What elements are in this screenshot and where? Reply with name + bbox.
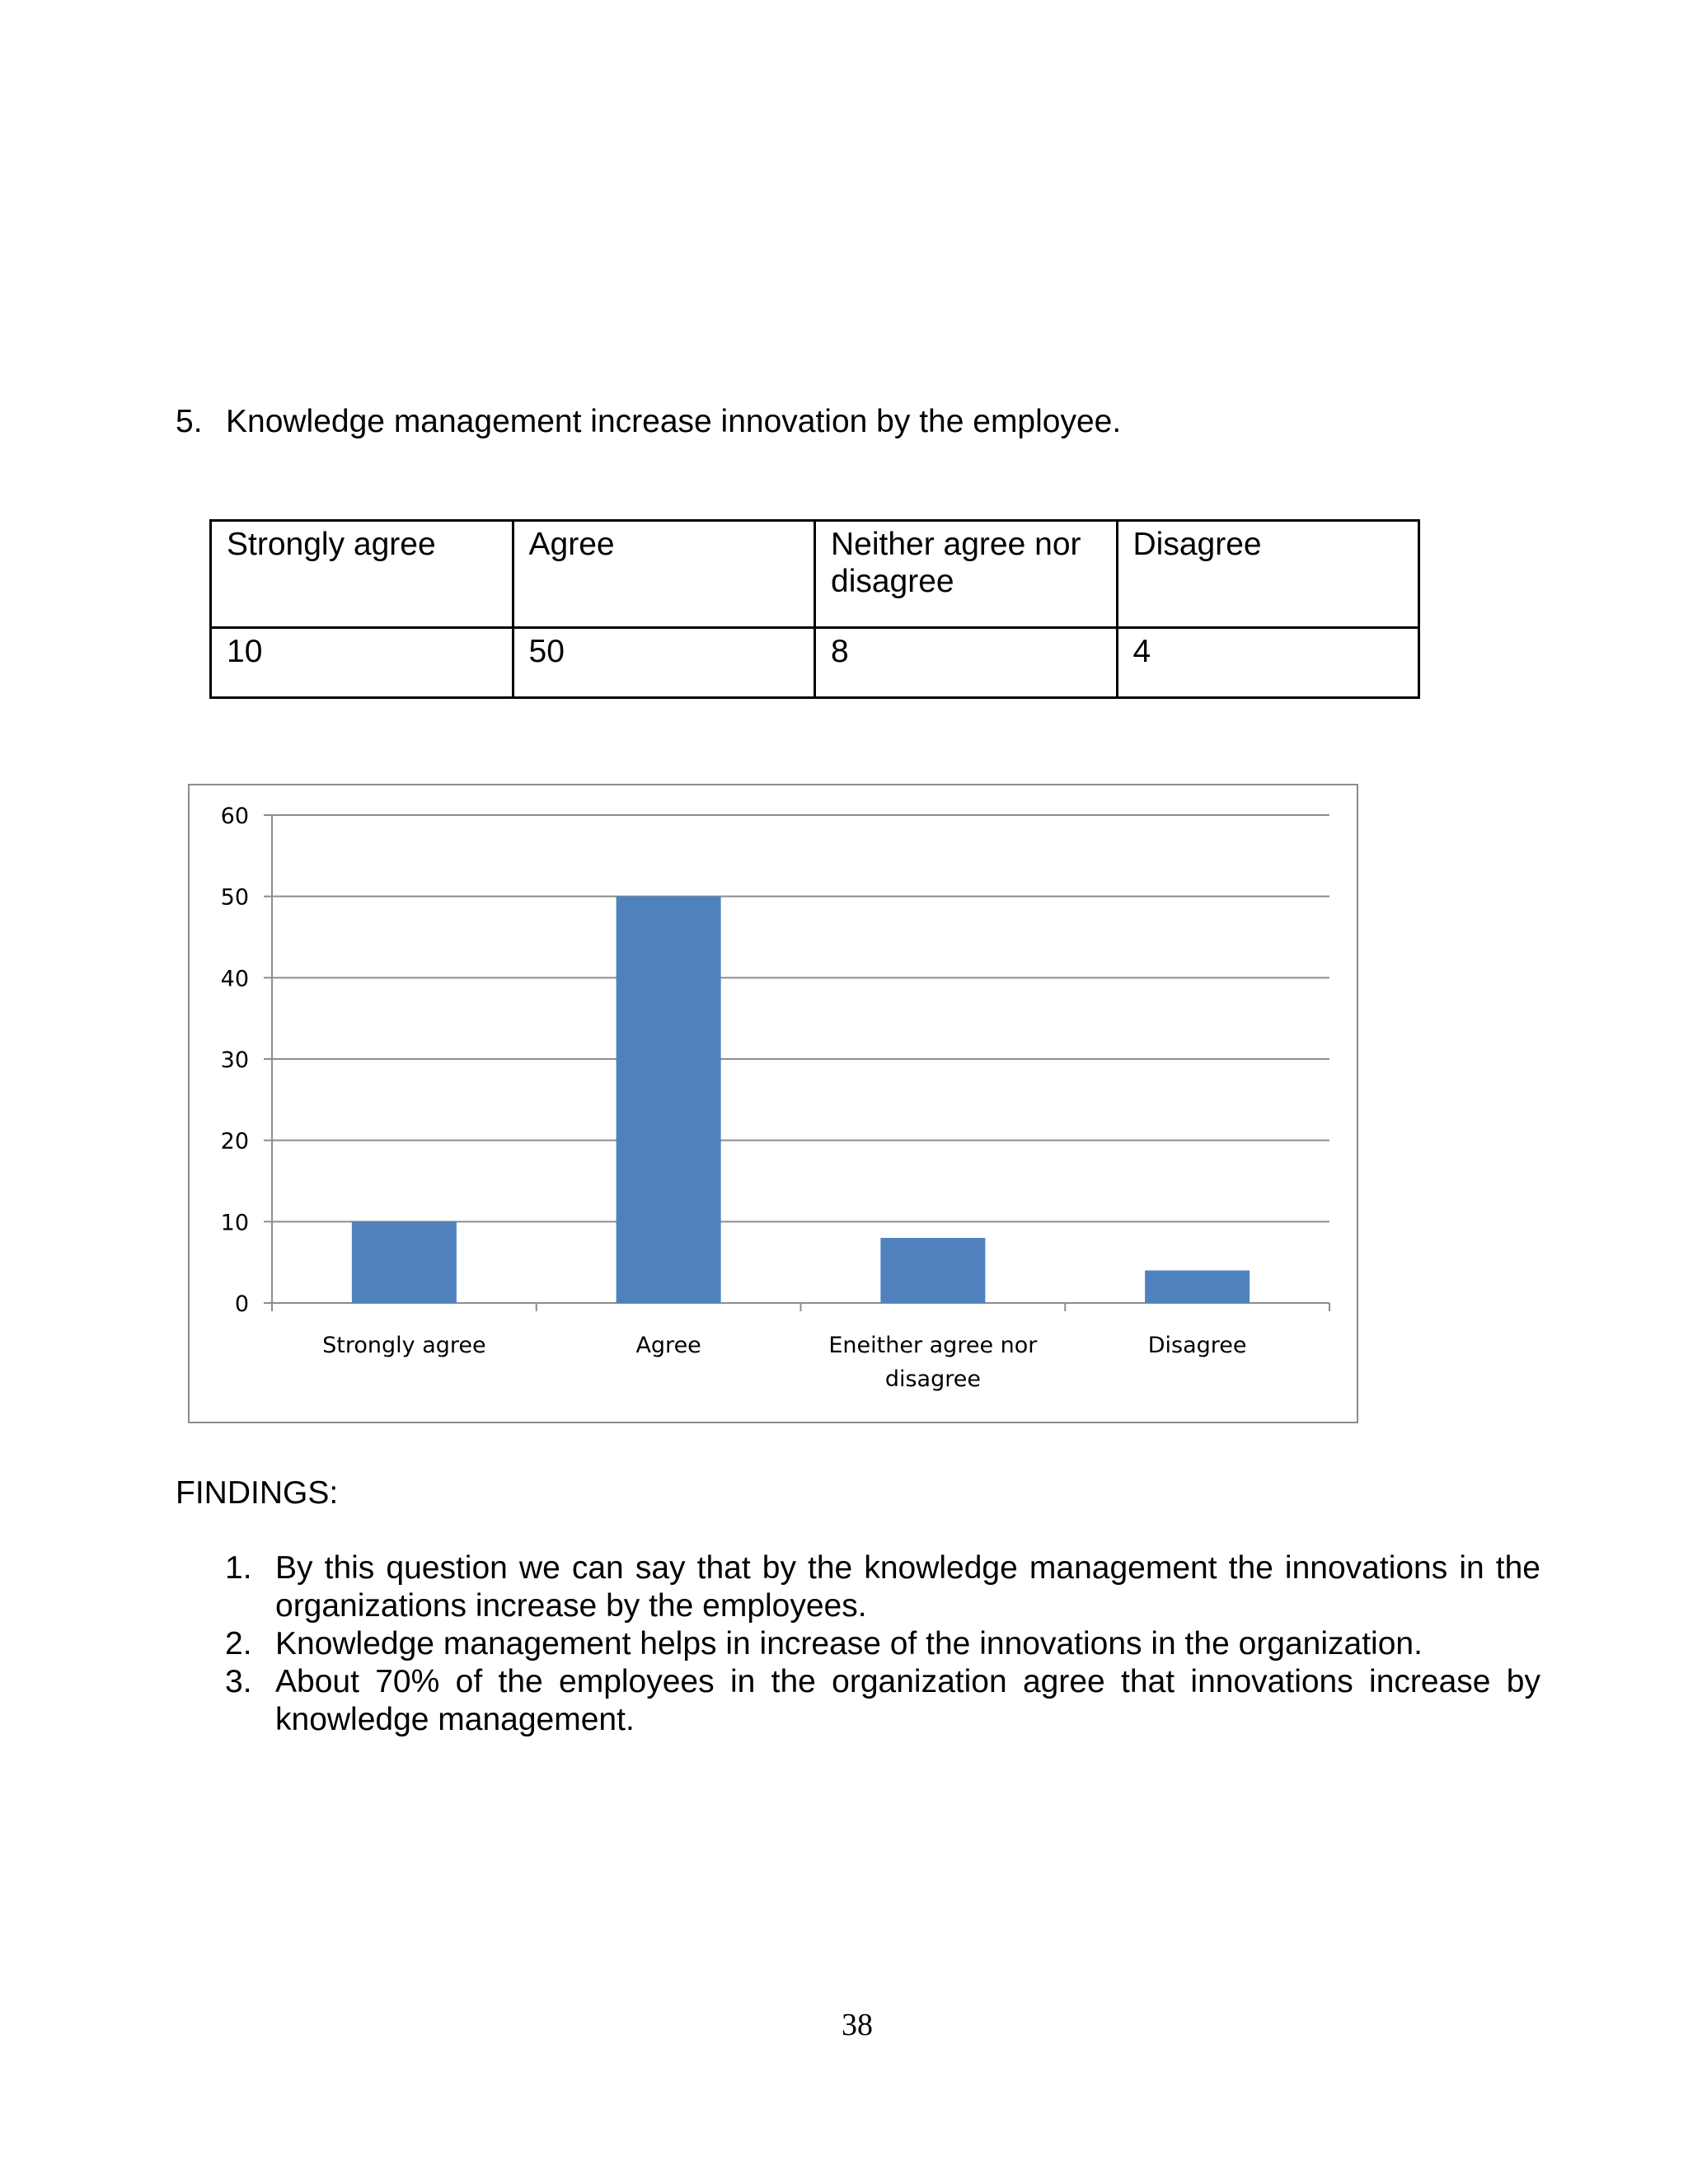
bar xyxy=(1145,1271,1250,1303)
question-text: Knowledge management increase innovation by the employee. xyxy=(226,404,1122,439)
survey-table xyxy=(209,519,1420,699)
table-value-row xyxy=(211,628,1419,698)
x-category-label: Strongly agree xyxy=(322,1333,486,1358)
y-tick-label: 20 xyxy=(220,1128,249,1155)
page-number: 38 xyxy=(842,2008,873,2042)
bar xyxy=(617,897,721,1303)
list-item-number: 3. xyxy=(225,1664,252,1699)
question-number: 5. xyxy=(176,404,203,439)
list-item-text: By this question we can say that by the knowledge management the innovations in the organizations increase by the employees. xyxy=(275,1550,1540,1624)
table-header-cell: Strongly agree xyxy=(211,521,513,628)
bar xyxy=(880,1238,985,1303)
x-category-label: Agree xyxy=(635,1333,701,1358)
table-header-cell: Neither agree nor disagree xyxy=(815,521,1118,628)
table-value-cell: 4 xyxy=(1117,628,1419,698)
list-item xyxy=(225,1625,1540,1663)
list-item-text: Knowledge management helps in increase of the innovations in the organization. xyxy=(275,1626,1423,1661)
table-value-cell: 10 xyxy=(211,628,513,698)
bar-chart-svg xyxy=(190,785,1360,1425)
bar-chart xyxy=(188,784,1358,1423)
list-item xyxy=(225,1663,1540,1739)
table-header-cell: Disagree xyxy=(1117,521,1419,628)
list-item-number: 1. xyxy=(225,1550,252,1586)
list-item-number: 2. xyxy=(225,1626,252,1661)
table-value-cell: 8 xyxy=(815,628,1118,698)
table-header-cell: Agree xyxy=(513,521,815,628)
x-category-label: Disagree xyxy=(1147,1333,1247,1358)
table-value-cell: 50 xyxy=(513,628,815,698)
y-tick-label: 30 xyxy=(220,1047,249,1073)
findings-title: FINDINGS: xyxy=(176,1475,339,1511)
y-tick-label: 40 xyxy=(220,966,249,992)
question-heading xyxy=(176,404,1121,440)
y-tick-label: 60 xyxy=(220,804,249,829)
y-tick-label: 10 xyxy=(220,1210,249,1236)
list-item xyxy=(225,1549,1540,1625)
list-item-text: About 70% of the employees in the organization agree that innovations increase by knowledge management. xyxy=(275,1664,1540,1737)
bar xyxy=(352,1221,457,1303)
x-category-label: Eneither agree nor disagree xyxy=(828,1333,1038,1392)
y-tick-label: 50 xyxy=(220,884,249,911)
table-header-row xyxy=(211,521,1419,628)
findings-list xyxy=(225,1549,1540,1739)
y-tick-label: 0 xyxy=(234,1291,249,1317)
